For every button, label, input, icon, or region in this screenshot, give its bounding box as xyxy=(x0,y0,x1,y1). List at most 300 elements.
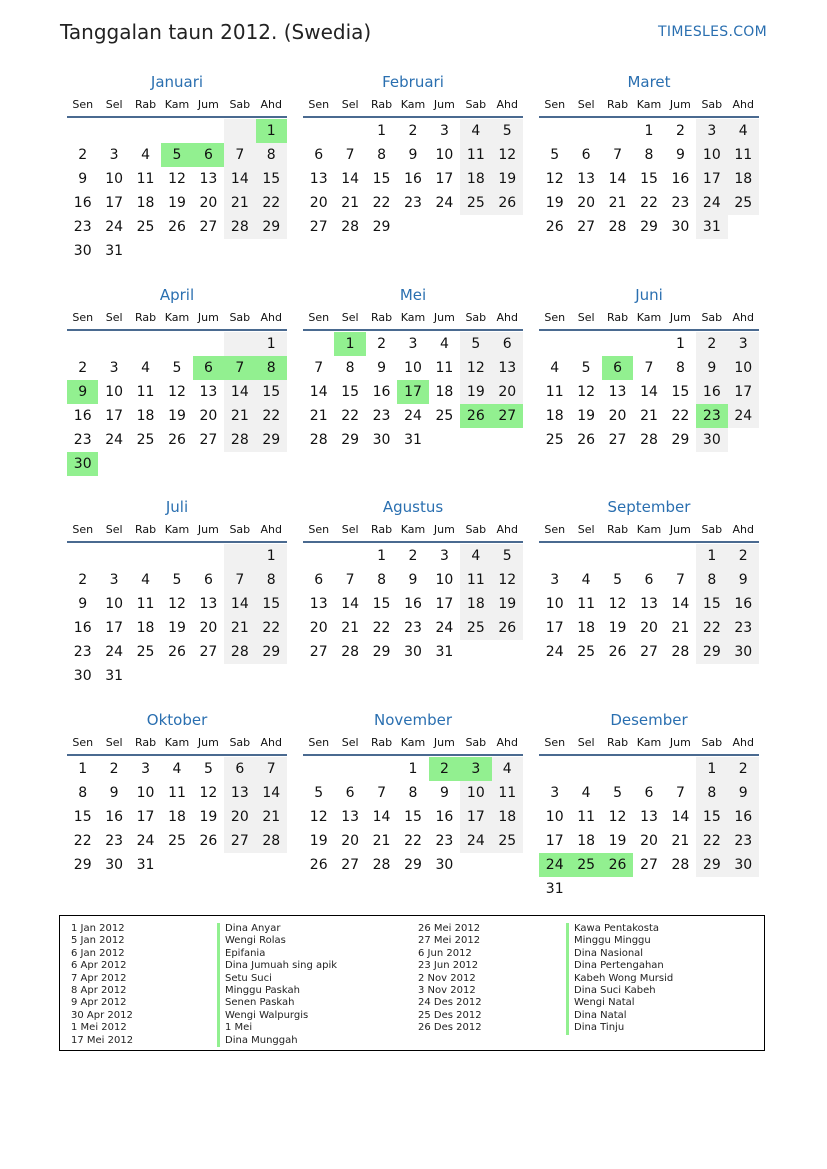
day-cell: 11 xyxy=(460,568,491,592)
day-cell: 28 xyxy=(256,829,287,853)
empty-cell xyxy=(98,332,129,356)
day-cell: 11 xyxy=(577,596,596,612)
day-cell: 2 xyxy=(109,761,119,777)
holiday-name: 1 Mei xyxy=(225,1022,253,1034)
empty-cell xyxy=(539,119,570,143)
day-cell: 2 xyxy=(78,147,88,163)
month-name: Januari xyxy=(150,73,204,91)
day-cell: 25 xyxy=(460,191,491,215)
day-cell: 5 xyxy=(172,360,182,376)
weekday-label: Rab xyxy=(370,98,393,111)
day-cell: 2 xyxy=(728,757,759,781)
holiday-day-cell: 6 xyxy=(193,356,224,380)
day-cell: 4 xyxy=(728,119,759,143)
day-cell: 17 xyxy=(136,809,155,825)
holiday-names-right xyxy=(566,923,673,1035)
empty-cell xyxy=(303,544,334,568)
holiday-day-cell: 1 xyxy=(256,119,287,143)
weekday-label: Kam xyxy=(400,736,426,749)
day-cell: 17 xyxy=(105,620,124,636)
day-cell: 24 xyxy=(105,432,124,448)
weekday-label: Sab xyxy=(465,736,487,749)
weekday-label: Kam xyxy=(164,98,190,111)
day-cell: 11 xyxy=(136,384,155,400)
day-cell: 10 xyxy=(435,147,454,163)
weekday-label: Jum xyxy=(197,98,219,111)
weekday-label: Ahd xyxy=(496,523,518,536)
weekday-label: Jum xyxy=(197,311,219,324)
weekday-label: Ahd xyxy=(732,523,754,536)
day-cell: 17 xyxy=(696,167,727,191)
holiday-day-cell: 8 xyxy=(256,356,287,380)
day-cell: 29 xyxy=(256,428,287,452)
weekday-label: Sab xyxy=(229,311,251,324)
weekday-label: Jum xyxy=(433,523,455,536)
day-cell: 8 xyxy=(675,360,685,376)
day-cell: 3 xyxy=(109,360,119,376)
empty-cell xyxy=(193,119,224,143)
weekday-label: Sel xyxy=(341,311,359,324)
weekday-label: Kam xyxy=(636,311,662,324)
day-grid xyxy=(539,332,759,452)
holiday-list xyxy=(59,915,765,1051)
weekday-label: Ahd xyxy=(260,523,282,536)
day-cell: 2 xyxy=(728,544,759,568)
day-cell: 11 xyxy=(492,781,523,805)
day-cell: 23 xyxy=(404,620,422,636)
weekday-label: Rab xyxy=(134,98,157,111)
day-cell: 7 xyxy=(224,143,255,167)
holiday-name: Minggu Minggu xyxy=(574,935,651,947)
holiday-name: Dina Munggah xyxy=(225,1034,298,1046)
day-cell: 2 xyxy=(675,123,685,139)
weekday-label: Sen xyxy=(544,523,566,536)
day-cell: 18 xyxy=(460,592,491,616)
holiday-name: Minggu Paskah xyxy=(225,985,300,997)
day-cell: 2 xyxy=(377,336,387,352)
day-cell: 3 xyxy=(109,572,119,588)
empty-cell xyxy=(98,544,129,568)
day-cell: 3 xyxy=(439,123,449,139)
weekday-label: Sel xyxy=(105,98,123,111)
day-cell: 4 xyxy=(550,360,560,376)
day-cell: 20 xyxy=(199,195,218,211)
weekday-label: Sen xyxy=(72,311,94,324)
day-cell: 29 xyxy=(696,853,727,877)
day-cell: 11 xyxy=(545,384,564,400)
day-cell: 7 xyxy=(345,147,355,163)
empty-cell xyxy=(67,332,98,356)
holiday-date: 30 Apr 2012 xyxy=(71,1009,133,1021)
day-cell: 26 xyxy=(492,191,523,215)
day-cell: 11 xyxy=(136,171,155,187)
day-cell: 29 xyxy=(640,219,658,235)
day-cell: 26 xyxy=(545,219,564,235)
day-cell: 20 xyxy=(640,833,658,849)
day-cell: 23 xyxy=(435,833,454,849)
weekday-label: Ahd xyxy=(732,311,754,324)
day-cell: 24 xyxy=(460,829,491,853)
day-cell: 28 xyxy=(671,644,690,660)
empty-cell xyxy=(224,544,255,568)
holiday-day-cell: 23 xyxy=(696,404,727,428)
day-cell: 15 xyxy=(372,596,391,612)
empty-cell xyxy=(303,757,334,781)
weekday-header xyxy=(303,732,523,756)
day-cell: 2 xyxy=(408,548,418,564)
day-cell: 27 xyxy=(341,857,360,873)
weekday-label: Sen xyxy=(72,736,94,749)
day-cell: 14 xyxy=(608,171,627,187)
day-cell: 12 xyxy=(460,356,491,380)
day-cell: 5 xyxy=(203,761,213,777)
holiday-day-cell: 26 xyxy=(460,404,491,428)
weekday-label: Kam xyxy=(164,311,190,324)
day-cell: 13 xyxy=(199,384,218,400)
weekday-header xyxy=(67,307,287,331)
day-cell: 2 xyxy=(408,123,418,139)
day-cell: 19 xyxy=(608,833,627,849)
day-cell: 31 xyxy=(696,215,727,239)
empty-cell xyxy=(224,119,255,143)
empty-cell xyxy=(539,544,570,568)
day-cell: 8 xyxy=(644,147,654,163)
weekday-label: Kam xyxy=(636,736,662,749)
day-cell: 20 xyxy=(640,620,658,636)
day-cell: 6 xyxy=(644,785,654,801)
holiday-day-cell: 9 xyxy=(67,380,98,404)
holiday-day-cell: 6 xyxy=(193,143,224,167)
day-cell: 11 xyxy=(168,785,186,801)
day-cell: 19 xyxy=(168,408,186,424)
day-cell: 25 xyxy=(492,829,523,853)
weekday-label: Kam xyxy=(400,523,426,536)
day-cell: 28 xyxy=(640,432,658,448)
day-cell: 22 xyxy=(372,195,391,211)
day-cell: 17 xyxy=(545,620,564,636)
month-september xyxy=(539,495,759,664)
day-cell: 9 xyxy=(675,147,685,163)
day-cell: 30 xyxy=(404,644,422,660)
day-cell: 7 xyxy=(345,572,355,588)
weekday-label: Sen xyxy=(308,311,330,324)
day-cell: 25 xyxy=(435,408,454,424)
holiday-name: Dina Tinju xyxy=(574,1022,625,1034)
weekday-label: Jum xyxy=(669,523,691,536)
weekday-label: Rab xyxy=(606,736,629,749)
day-cell: 1 xyxy=(408,761,418,777)
empty-cell xyxy=(633,332,664,356)
day-cell: 28 xyxy=(671,857,690,873)
month-desember xyxy=(539,708,759,901)
weekday-label: Kam xyxy=(636,523,662,536)
day-cell: 3 xyxy=(109,147,119,163)
day-cell: 14 xyxy=(640,384,658,400)
weekday-label: Rab xyxy=(606,311,629,324)
holiday-date: 7 Apr 2012 xyxy=(71,972,127,984)
holiday-dates-right xyxy=(418,923,482,1035)
day-cell: 7 xyxy=(256,757,287,781)
day-cell: 31 xyxy=(105,668,124,684)
weekday-label: Sab xyxy=(465,523,487,536)
day-cell: 23 xyxy=(671,195,690,211)
day-grid xyxy=(539,119,759,239)
weekday-label: Jum xyxy=(669,98,691,111)
weekday-label: Ahd xyxy=(260,736,282,749)
day-cell: 27 xyxy=(640,857,658,873)
day-cell: 12 xyxy=(492,568,523,592)
holiday-date: 3 Nov 2012 xyxy=(418,985,476,997)
day-cell: 23 xyxy=(73,219,92,235)
day-cell: 21 xyxy=(671,833,690,849)
day-cell: 24 xyxy=(404,408,422,424)
empty-cell xyxy=(334,544,365,568)
weekday-label: Sab xyxy=(701,523,723,536)
empty-cell xyxy=(602,757,633,781)
weekday-label: Ahd xyxy=(732,736,754,749)
weekday-label: Sab xyxy=(701,736,723,749)
empty-cell xyxy=(602,544,633,568)
day-cell: 6 xyxy=(581,147,591,163)
day-cell: 16 xyxy=(404,596,422,612)
day-cell: 8 xyxy=(256,568,287,592)
day-cell: 15 xyxy=(372,171,391,187)
holiday-date: 24 Des 2012 xyxy=(418,997,482,1009)
day-cell: 13 xyxy=(309,171,328,187)
day-cell: 16 xyxy=(372,384,391,400)
day-cell: 4 xyxy=(460,544,491,568)
empty-cell xyxy=(633,544,664,568)
weekday-label: Sen xyxy=(308,98,330,111)
day-cell: 12 xyxy=(608,809,627,825)
empty-cell xyxy=(633,757,664,781)
day-cell: 23 xyxy=(404,195,422,211)
holiday-date: 5 Jan 2012 xyxy=(71,935,125,947)
day-cell: 30 xyxy=(435,857,454,873)
day-cell: 29 xyxy=(696,640,727,664)
day-cell: 26 xyxy=(168,432,186,448)
day-cell: 11 xyxy=(435,360,454,376)
day-cell: 21 xyxy=(608,195,627,211)
day-cell: 1 xyxy=(696,544,727,568)
day-cell: 6 xyxy=(492,332,523,356)
day-cell: 27 xyxy=(309,219,328,235)
weekday-header xyxy=(67,732,287,756)
weekday-label: Ahd xyxy=(260,98,282,111)
day-cell: 25 xyxy=(577,644,596,660)
weekday-header xyxy=(67,94,287,118)
month-name: Juli xyxy=(165,498,189,516)
empty-cell xyxy=(161,119,192,143)
day-cell: 31 xyxy=(136,857,155,873)
month-name: Februari xyxy=(382,73,444,91)
holiday-day-cell: 26 xyxy=(602,853,633,877)
day-cell: 24 xyxy=(728,404,759,428)
day-cell: 27 xyxy=(199,219,218,235)
day-cell: 16 xyxy=(435,809,454,825)
day-cell: 16 xyxy=(404,171,422,187)
day-cell: 29 xyxy=(372,644,391,660)
day-cell: 18 xyxy=(545,408,564,424)
weekday-label: Sel xyxy=(105,311,123,324)
day-cell: 15 xyxy=(341,384,360,400)
day-cell: 27 xyxy=(608,432,627,448)
day-cell: 18 xyxy=(460,167,491,191)
day-cell: 31 xyxy=(105,243,124,259)
day-cell: 13 xyxy=(608,384,627,400)
day-cell: 27 xyxy=(309,644,328,660)
empty-cell xyxy=(602,332,633,356)
day-cell: 28 xyxy=(309,432,328,448)
weekday-label: Rab xyxy=(370,523,393,536)
day-cell: 25 xyxy=(545,432,564,448)
day-cell: 22 xyxy=(372,620,391,636)
month-februari xyxy=(303,70,523,239)
day-cell: 4 xyxy=(492,757,523,781)
day-cell: 18 xyxy=(577,833,596,849)
weekday-label: Sel xyxy=(341,98,359,111)
day-cell: 18 xyxy=(136,408,155,424)
day-cell: 19 xyxy=(168,195,186,211)
day-grid xyxy=(67,757,287,877)
day-cell: 18 xyxy=(492,805,523,829)
day-cell: 3 xyxy=(439,548,449,564)
day-cell: 13 xyxy=(577,171,596,187)
day-cell: 2 xyxy=(78,360,88,376)
day-cell: 20 xyxy=(199,620,218,636)
holiday-names-left xyxy=(217,923,337,1047)
holiday-date: 6 Apr 2012 xyxy=(71,960,127,972)
day-cell: 17 xyxy=(545,833,564,849)
holiday-date: 1 Mei 2012 xyxy=(71,1022,127,1034)
empty-cell xyxy=(130,119,161,143)
day-cell: 7 xyxy=(314,360,324,376)
holiday-date: 25 Des 2012 xyxy=(418,1009,482,1021)
day-grid xyxy=(303,332,523,452)
day-cell: 22 xyxy=(256,616,287,640)
day-cell: 14 xyxy=(309,384,328,400)
holiday-date: 27 Mei 2012 xyxy=(418,935,481,947)
holiday-day-cell: 30 xyxy=(67,452,98,476)
day-cell: 17 xyxy=(460,805,491,829)
day-cell: 18 xyxy=(728,167,759,191)
month-name: Maret xyxy=(627,73,671,91)
day-cell: 24 xyxy=(696,191,727,215)
day-cell: 3 xyxy=(696,119,727,143)
holiday-date: 8 Apr 2012 xyxy=(71,985,127,997)
day-cell: 6 xyxy=(314,572,324,588)
day-cell: 3 xyxy=(408,336,418,352)
day-cell: 16 xyxy=(105,809,124,825)
empty-cell xyxy=(130,332,161,356)
day-cell: 4 xyxy=(581,785,591,801)
holiday-day-cell: 3 xyxy=(460,757,491,781)
day-cell: 30 xyxy=(73,243,92,259)
day-cell: 4 xyxy=(460,119,491,143)
month-name: Oktober xyxy=(146,711,208,729)
day-cell: 1 xyxy=(644,123,654,139)
holiday-name: Dina Pertengahan xyxy=(574,960,664,972)
weekday-header xyxy=(67,519,287,543)
month-januari xyxy=(67,70,287,263)
day-cell: 16 xyxy=(671,171,690,187)
day-cell: 17 xyxy=(728,380,759,404)
day-cell: 10 xyxy=(545,596,564,612)
month-name: Mei xyxy=(399,286,427,304)
weekday-label: Ahd xyxy=(496,98,518,111)
day-cell: 24 xyxy=(105,219,124,235)
day-cell: 7 xyxy=(675,572,685,588)
day-cell: 16 xyxy=(73,195,92,211)
weekday-label: Ahd xyxy=(732,98,754,111)
day-cell: 10 xyxy=(105,384,124,400)
day-grid xyxy=(67,119,287,263)
day-cell: 22 xyxy=(671,408,690,424)
day-cell: 5 xyxy=(492,544,523,568)
weekday-label: Kam xyxy=(636,98,662,111)
day-cell: 16 xyxy=(728,592,759,616)
day-cell: 11 xyxy=(577,809,596,825)
empty-cell xyxy=(570,544,601,568)
holiday-name: Dina Suci Kabeh xyxy=(574,985,656,997)
day-cell: 11 xyxy=(136,596,155,612)
weekday-label: Sel xyxy=(577,523,595,536)
day-cell: 16 xyxy=(728,805,759,829)
day-cell: 18 xyxy=(136,195,155,211)
site-brand-link[interactable]: TIMESLES.COM xyxy=(658,24,767,40)
day-cell: 22 xyxy=(256,404,287,428)
day-cell: 17 xyxy=(435,171,454,187)
month-mei xyxy=(303,283,523,452)
day-cell: 22 xyxy=(256,191,287,215)
weekday-label: Kam xyxy=(400,311,426,324)
day-cell: 23 xyxy=(73,644,92,660)
day-cell: 23 xyxy=(372,408,391,424)
month-maret xyxy=(539,70,759,239)
day-grid xyxy=(303,119,523,239)
day-cell: 13 xyxy=(640,596,658,612)
day-cell: 10 xyxy=(696,143,727,167)
day-cell: 7 xyxy=(377,785,387,801)
day-cell: 30 xyxy=(696,428,727,452)
weekday-header xyxy=(539,519,759,543)
day-cell: 28 xyxy=(224,428,255,452)
day-cell: 23 xyxy=(73,432,92,448)
day-cell: 21 xyxy=(309,408,328,424)
holiday-name: Dina Anyar xyxy=(225,923,281,934)
weekday-label: Rab xyxy=(134,523,157,536)
holiday-name: Kabeh Wong Mursid xyxy=(574,972,674,984)
holiday-day-cell: 25 xyxy=(570,853,601,877)
weekday-label: Sab xyxy=(229,98,251,111)
day-cell: 15 xyxy=(256,380,287,404)
day-cell: 4 xyxy=(141,572,151,588)
page-title: Tanggalan taun 2012. (Swedia) xyxy=(60,20,372,44)
empty-cell xyxy=(602,119,633,143)
holiday-name: Wengi Rolas xyxy=(225,935,286,947)
day-cell: 19 xyxy=(608,620,627,636)
day-cell: 3 xyxy=(141,761,151,777)
weekday-label: Rab xyxy=(370,736,393,749)
day-cell: 8 xyxy=(345,360,355,376)
holiday-date: 1 Jan 2012 xyxy=(71,923,125,934)
day-cell: 15 xyxy=(696,805,727,829)
day-cell: 19 xyxy=(577,408,596,424)
day-cell: 11 xyxy=(460,143,491,167)
day-cell: 22 xyxy=(341,408,360,424)
holiday-name: Epifania xyxy=(225,947,266,959)
day-cell: 30 xyxy=(671,219,690,235)
